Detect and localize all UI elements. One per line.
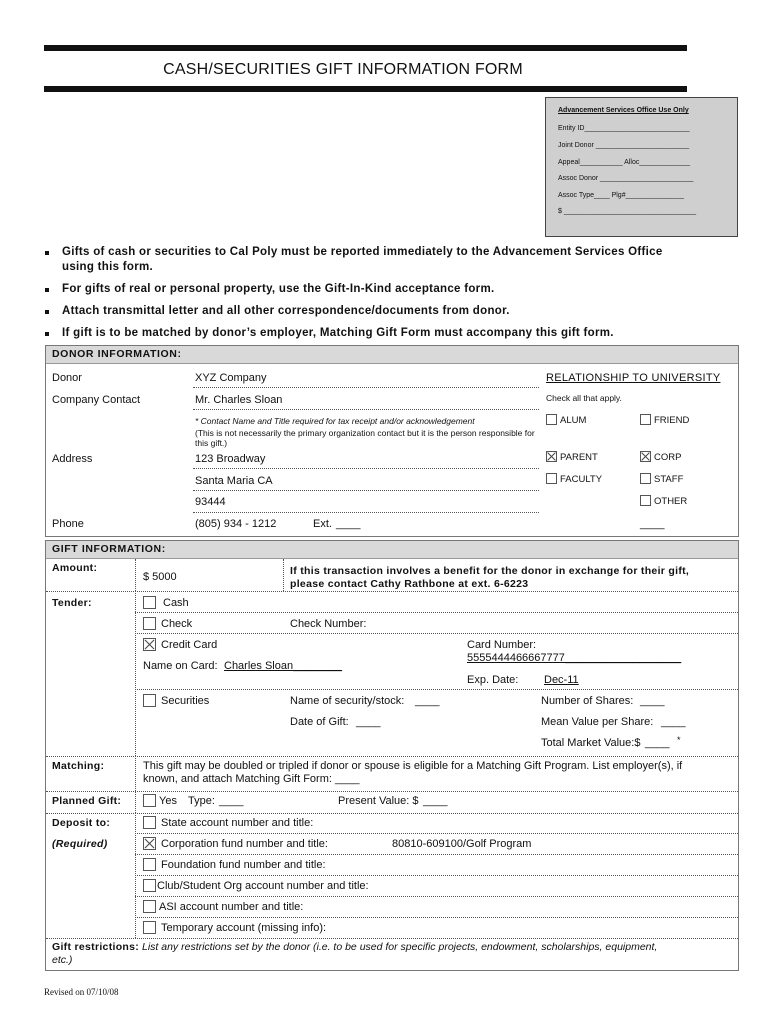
matching-text-tail: known, and attach Matching Gift Form:	[143, 773, 332, 785]
office-use-box	[545, 97, 738, 237]
amount-field[interactable]: $ 5000	[143, 571, 177, 583]
donor-information-section	[45, 345, 739, 537]
credit-card-label: Credit Card	[161, 639, 218, 651]
total-market-value-asterisk: *	[677, 735, 681, 745]
name-on-card-label: Name on Card:	[143, 660, 218, 672]
deposit-to-label: Deposit to:	[52, 817, 111, 829]
deposit-row-divider	[46, 938, 738, 939]
ext-label: Ext.	[313, 518, 332, 530]
planned-divider	[135, 791, 136, 813]
top-rule	[44, 45, 687, 51]
parent-checkbox[interactable]	[546, 451, 557, 462]
company-contact-field[interactable]: Mr. Charles Sloan	[195, 394, 283, 406]
office-appeal-alloc[interactable]: Appeal___________ Alloc_____________	[558, 159, 690, 166]
staff-label: STAFF	[654, 474, 684, 485]
planned-yes-label: Yes	[159, 795, 177, 807]
asi-account-checkbox[interactable]	[143, 900, 156, 913]
matching-label: Matching:	[52, 760, 105, 772]
check-all-note: Check all that apply.	[546, 393, 622, 403]
gift-restrictions[interactable]	[52, 941, 732, 967]
friend-label: FRIEND	[654, 415, 690, 426]
contact-note: * Contact Name and Title required for tax receipt and/or acknowledgement	[195, 416, 475, 426]
matching-row-divider	[46, 791, 738, 792]
staff-checkbox[interactable]	[640, 473, 651, 484]
deposit-divider-2	[135, 854, 738, 855]
foundation-fund-checkbox[interactable]	[143, 858, 156, 871]
date-of-gift-label: Date of Gift:	[290, 716, 349, 728]
office-use-header: Advancement Services Office Use Only	[558, 107, 689, 114]
corp-label: CORP	[654, 452, 682, 463]
bullet-icon	[45, 251, 49, 255]
contact-underline	[193, 409, 539, 410]
required-label: (Required)	[52, 838, 108, 850]
address-label: Address	[52, 453, 93, 465]
alum-label: ALUM	[560, 415, 587, 426]
state-account-label: State account number and title:	[161, 817, 314, 829]
exp-date-label: Exp. Date:	[467, 674, 519, 686]
temporary-account-label: Temporary account (missing info):	[161, 922, 327, 934]
credit-card-checkbox[interactable]	[143, 638, 156, 651]
amount-label: Amount:	[52, 562, 98, 574]
total-market-value-field[interactable]: ____	[645, 737, 670, 749]
tender-label: Tender:	[52, 597, 92, 609]
ext-field[interactable]: ____	[336, 518, 361, 530]
form-title: CASH/SECURITIES GIFT INFORMATION FORM	[163, 61, 523, 78]
bullet-icon	[45, 332, 49, 336]
donor-name-field[interactable]: XYZ Company	[195, 372, 267, 384]
gift-section-header: GIFT INFORMATION:	[46, 541, 738, 559]
credit-card-divider	[135, 689, 738, 690]
security-name-label: Name of security/stock:	[290, 695, 405, 707]
name-on-card-field[interactable]	[224, 660, 342, 672]
office-entity-id[interactable]: Entity ID___________________________	[558, 125, 690, 132]
gift-restrictions-text: List any restrictions set by the donor (i.e. to be used for specific projects, endowment, scholarships, equipment,	[142, 941, 658, 953]
corporation-fund-label: Corporation fund number and title:	[161, 838, 328, 850]
date-of-gift-field[interactable]: ____	[356, 716, 381, 728]
alum-checkbox[interactable]	[546, 414, 557, 425]
name-on-card-value: Charles Sloan	[224, 660, 294, 672]
other-label: OTHER	[654, 496, 688, 507]
parent-label: PARENT	[560, 452, 598, 463]
address-line1-field[interactable]: 123 Broadway	[195, 453, 266, 465]
gift-restrictions-text-continued: etc.)	[52, 954, 73, 966]
other-field[interactable]: ____	[640, 518, 665, 530]
planned-yes-checkbox[interactable]	[143, 794, 156, 807]
security-name-field[interactable]: ____	[415, 695, 440, 707]
check-checkbox[interactable]	[143, 617, 156, 630]
tender-divider	[135, 591, 136, 756]
gift-information-section	[45, 540, 739, 971]
card-number-field[interactable]	[467, 652, 681, 664]
benefit-note: If this transaction involves a benefit for the donor in exchange for their gift,	[290, 565, 690, 577]
corp-checkbox[interactable]	[640, 451, 651, 462]
phone-label: Phone	[52, 518, 84, 530]
shares-field[interactable]: ____	[640, 695, 665, 707]
card-number-pad: ___________________	[564, 652, 682, 664]
check-divider	[135, 633, 738, 634]
mean-value-field[interactable]: ____	[661, 716, 686, 728]
gift-restrictions-label: Gift restrictions:	[52, 941, 140, 953]
mean-value-label: Mean Value per Share:	[541, 716, 654, 728]
phone-field[interactable]: (805) 934 - 1212	[195, 518, 277, 530]
card-number-label: Card Number:	[467, 639, 537, 651]
bullet-icon	[45, 288, 49, 292]
exp-date-field[interactable]: Dec-11	[544, 674, 579, 686]
state-account-checkbox[interactable]	[143, 816, 156, 829]
deposit-divider-4	[135, 896, 738, 897]
other-checkbox[interactable]	[640, 495, 651, 506]
shares-label: Number of Shares:	[541, 695, 634, 707]
planned-type-field[interactable]: ____	[219, 795, 244, 807]
faculty-checkbox[interactable]	[546, 473, 557, 484]
planned-row-divider	[46, 813, 738, 814]
amount-row-divider	[46, 591, 738, 592]
planned-gift-label: Planned Gift:	[52, 795, 122, 807]
amount-divider	[135, 559, 136, 591]
tender-row-divider	[46, 756, 738, 757]
benefit-note-contact: please contact Cathy Rathbone at ext. 6-6223	[290, 578, 529, 590]
securities-label: Securities	[161, 695, 210, 707]
matching-employer-field[interactable]: ____	[334, 773, 360, 785]
office-assoc-type-plg[interactable]: Assoc Type____ Plg#_______________	[558, 192, 684, 199]
office-joint-donor[interactable]: Joint Donor ________________________	[558, 142, 690, 149]
total-market-value-label: Total Market Value:$	[541, 737, 641, 749]
cash-label: Cash	[163, 597, 189, 609]
matching-text: This gift may be doubled or tripled if donor or spouse is eligible for a Matching Gift Program. List employer(s), if	[143, 760, 683, 772]
donor-label: Donor	[52, 372, 82, 384]
club-account-label: Club/Student Org account number and title:	[157, 880, 369, 892]
deposit-divider-5	[135, 917, 738, 918]
matching-divider	[135, 756, 136, 791]
present-value-field[interactable]: ____	[423, 795, 448, 807]
corporation-fund-field[interactable]: 80810-609100/Golf Program	[392, 838, 532, 850]
temporary-account-checkbox[interactable]	[143, 921, 156, 934]
address-line2-field[interactable]: Santa Maria CA	[195, 475, 273, 487]
address-line1-underline	[193, 468, 539, 469]
donor-name-underline	[193, 387, 539, 388]
deposit-divider-3	[135, 875, 738, 876]
asi-account-label: ASI account number and title:	[159, 901, 304, 913]
name-on-card-pad: ________	[293, 660, 343, 672]
cash-checkbox[interactable]	[143, 596, 156, 609]
planned-type-label: Type:	[188, 795, 215, 807]
contact-note-detail: (This is not necessarily the primary organization contact but it is the person responsible for this gift.)	[195, 428, 535, 448]
address-line3-underline	[193, 512, 539, 513]
club-account-checkbox[interactable]	[143, 879, 156, 892]
office-amount[interactable]: $ __________________________________	[558, 208, 697, 215]
bullet-icon	[45, 310, 49, 314]
company-contact-label: Company Contact	[52, 394, 141, 406]
securities-checkbox[interactable]	[143, 694, 156, 707]
donor-section-header: DONOR INFORMATION:	[46, 346, 738, 364]
matching-text-continued	[143, 773, 359, 785]
title-rule	[44, 86, 687, 92]
address-line2-underline	[193, 490, 539, 491]
foundation-fund-label: Foundation fund number and title:	[161, 859, 326, 871]
amount-divider-right	[283, 559, 284, 591]
office-assoc-donor[interactable]: Assoc Donor ________________________	[558, 175, 694, 182]
cash-divider	[135, 612, 738, 613]
friend-checkbox[interactable]	[640, 414, 651, 425]
relationship-header: RELATIONSHIP TO UNIVERSITY	[546, 372, 721, 384]
check-number-label: Check Number:	[290, 618, 367, 630]
present-value-label: Present Value: $	[338, 795, 419, 807]
revision-footer: Revised on 07/10/08	[44, 987, 119, 997]
deposit-divider-1	[135, 833, 738, 834]
address-line3-field[interactable]: 93444	[195, 496, 226, 508]
corporation-fund-checkbox[interactable]	[143, 837, 156, 850]
check-label: Check	[161, 618, 193, 630]
card-number-value: 5555444466667777	[467, 652, 565, 664]
faculty-label: FACULTY	[560, 474, 603, 485]
